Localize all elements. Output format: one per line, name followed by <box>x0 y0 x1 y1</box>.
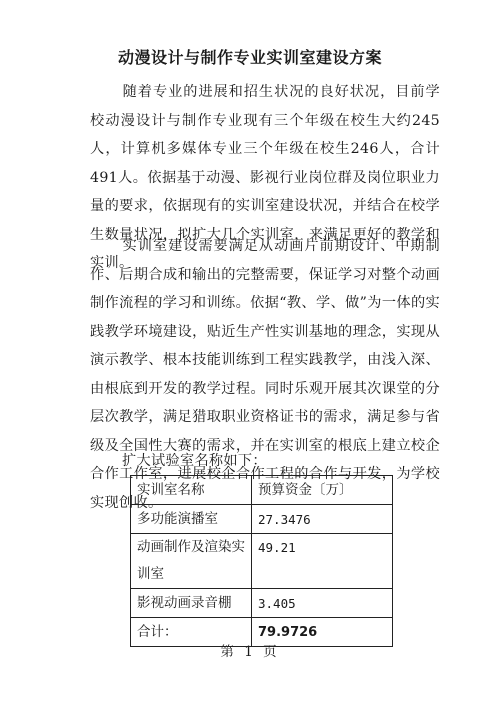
table-cell-name: 影视动画录音棚 <box>131 589 252 618</box>
table-total-label: 合计： <box>131 618 252 647</box>
table-cell-name: 多功能演播室 <box>131 505 252 534</box>
table-header-name: 实训室名称 <box>131 476 252 505</box>
table-row <box>131 505 393 534</box>
document-title: 动漫设计与制作专业实训室建设方案 <box>117 48 382 67</box>
table-header-row <box>131 476 393 505</box>
budget-table <box>130 475 393 647</box>
table-cell-budget: 3.405 <box>252 589 393 618</box>
table-cell-budget: 49.21 <box>252 534 393 589</box>
table-row <box>131 534 393 589</box>
table-cell-name: 动画制作及渲染实训室 <box>131 534 252 589</box>
table-row <box>131 589 393 618</box>
paragraph-construction-text: 实训室建设需要满足从动画片前期设计、中期制作、后期合成和输出的完整需要，保证学习对整个动画制作流程的学习和训练。依据“教、学、做”为一体的实践教学环境建设，贴近生产性实训基地的理念，实现从演示教学、根本技能训练到工程实践教学，由浅入深、由根底到开发的教学过程。同时乐观开展其次课堂的分层次教学，满足猎取职业资格证书的需求，满足参与省级及全国性大赛的需求，并在实训室的根底上建立校企合作工作室，进展校企合作工程的合作与开发，为学校实现创收。 <box>90 238 440 511</box>
table-cell-budget: 27.3476 <box>252 505 393 534</box>
paragraph-list-intro <box>90 447 440 476</box>
paragraph-intro-text: 随着专业的进展和招生状况的良好状况，目前学校动漫设计与制作专业现有三个年级在校生大约245人，计算机多媒体专业三个年级在校生246人，合计491人。依据基于动漫、影视行业岗位群及岗位职业力量的要求，依据现有的实训室建设状况，并结合在校学生数量状况，拟扩大几个实训室，来满足更好的教学和实训。 <box>90 84 440 271</box>
paragraph-list-intro-text: 扩大试验室名称如下： <box>122 453 267 469</box>
page-number: 第 1 页 <box>220 644 280 660</box>
table-total-value: 79.9726 <box>252 618 393 647</box>
table-header-budget: 预算资金〔万〕 <box>252 476 393 505</box>
